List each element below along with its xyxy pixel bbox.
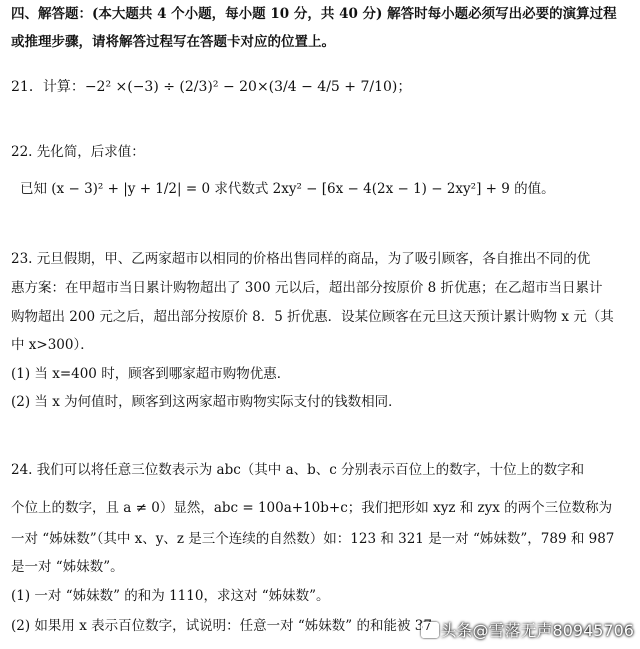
question-23-sub2: (2) 当 x 为何值时，顾客到这两家超市购物实际支付的钱数相同． bbox=[11, 394, 402, 410]
question-23-sub1: (1) 当 x=400 时，顾客到哪家超市购物优惠． bbox=[11, 366, 291, 382]
question-21: 21．计算：−2² ×(−3) ÷ (2/3)² − 20×(3/4 − 4/5 + 7/10)； bbox=[11, 79, 412, 95]
toutiao-logo-icon bbox=[421, 622, 439, 638]
question-23-line4: 中 x>300）． bbox=[11, 337, 94, 353]
question-22-title: 22. 先化简，后求值： bbox=[11, 144, 145, 160]
question-24-line1: 24. 我们可以将任意三位数表示为 abc（其中 a、b、c 分别表示百位上的数字，十位上的数字和 bbox=[11, 462, 585, 478]
question-23-line1: 23. 元旦假期，甲、乙两家超市以相同的价格出售同样的商品，为了吸引顾客，各自推出不同的优 bbox=[11, 251, 591, 267]
question-24-line3: 一对 “姊妹数”（其中 x、y、z 是三个连续的自然数）如：123 和 321 是一对 “姊妹数”，789 和 987 bbox=[11, 531, 615, 547]
question-23-line2: 惠方案：在甲超市当日累计购物超出了 300 元以后，超出部分按原价 8 折优惠；在乙超市当日累计 bbox=[11, 280, 603, 296]
watermark bbox=[421, 618, 634, 641]
question-24-sub1: (1) 一对 “姊妹数” 的和为 1110，求这对 “姊妹数”。 bbox=[11, 588, 330, 604]
watermark-text: 头条@雪落无声80945706 bbox=[440, 621, 634, 640]
question-24-sub2: (2) 如果用 x 表示百位数字，试说明：任意一对 “姊妹数” 的和能被 37 bbox=[11, 618, 432, 634]
section-heading-line1: 四、解答题：(本大题共 4 个小题，每小题 10 分，共 40 分) 解答时每小题必须写出必要的演算过程 bbox=[11, 6, 617, 22]
question-23-line3: 购物超出 200 元之后，超出部分按原价 8．5 折优惠．设某位顾客在元旦这天预计累计购物 x 元（其 bbox=[11, 309, 614, 325]
question-24-line4: 是一对 “姊妹数”。 bbox=[11, 559, 124, 575]
section-heading-line2: 或推理步骤，请将解答过程写在答题卡对应的位置上。 bbox=[11, 34, 335, 50]
question-22-text: 已知 (x − 3)² + |y + 1/2| = 0 求代数式 2xy² − [6x − 4(2x − 1) − 2xy²] + 9 的值。 bbox=[20, 181, 555, 197]
question-24-line2: 个位上的数字，且 a ≠ 0）显然，abc = 100a+10b+c；我们把形如 xyz 和 zyx 的两个三位数称为 bbox=[11, 500, 613, 516]
